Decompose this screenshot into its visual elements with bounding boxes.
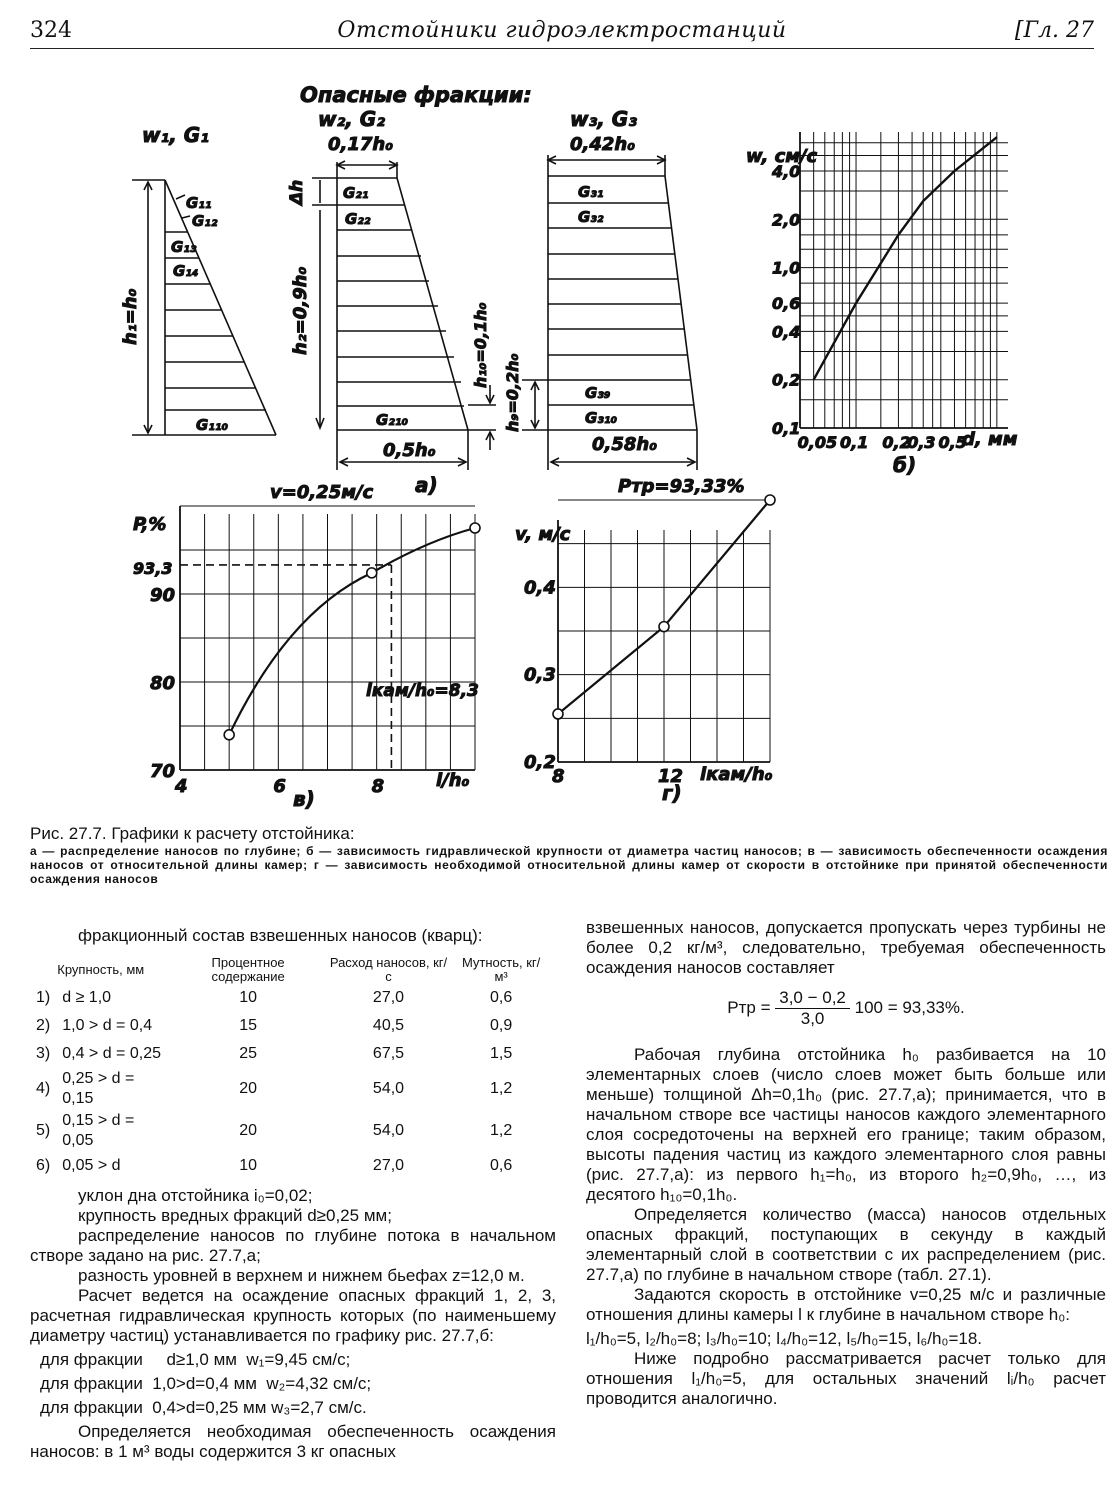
x-tick-label: 0,3 <box>907 433 936 452</box>
table-cell: 2) <box>36 1017 51 1034</box>
table-row <box>30 1068 550 1110</box>
table-cell: 1,0 > d = 0,4 <box>62 1017 153 1034</box>
table-cell: 0,25 > d = 0,15 <box>62 1070 135 1107</box>
paragraph: Ниже подробно рассматривается расчет только для отношения l₁/h₀=5, для остальных значений lᵢ/h₀ расчет проводится аналогично. <box>586 1349 1106 1408</box>
panel-a-label: а) <box>415 473 438 497</box>
table-cell: 54,0 <box>372 1122 405 1139</box>
caption-text: а — распределение наносов по глубине; б — зависимость гидравлической крупности от диаметра частиц наносов; в — зависимость обеспеченности осаждения наносов от относительной длины камер; г — зависимость необходимой относительной длины камер от скорости в отстойнике при принятой обеспеченности осаждения наносов <box>30 844 1108 886</box>
formula-numerator: 3,0 − 0,2 <box>775 988 850 1009</box>
paragraph: уклон дна отстойника i₀=0,02; <box>78 1186 313 1205</box>
fraction-line: для фракции d≥1,0 мм w₁=9,45 см/с; <box>40 1350 351 1369</box>
table-header: Крупность, мм <box>57 962 145 977</box>
data-point <box>659 622 669 632</box>
paragraph: Определяется количество (масса) наносов отдельных опасных фракций, поступающих в секунду в каждый элементарный слой в соответствии с их распределением (рис. 27.7,а) по глубине в начальном створе (табл. 27.1). <box>586 1205 1106 1284</box>
paragraph: крупность вредных фракций d≥0,25 мм; <box>78 1206 392 1225</box>
chart-b <box>771 132 1008 452</box>
fraction-line: для фракции 0,4>d=0,25 мм w₃=2,7 см/с. <box>40 1398 367 1417</box>
table-cell: 27,0 <box>372 989 405 1006</box>
table-row <box>30 1152 550 1180</box>
table-header: Процентное содержание <box>211 955 285 984</box>
chart-g-panel-label: г) <box>662 781 682 805</box>
table-cell: 67,5 <box>372 1045 405 1062</box>
y-tick-label: 0,4 <box>772 322 801 342</box>
col2-layer: G₂₂ <box>345 210 371 228</box>
table-cell: 1) <box>36 989 51 1006</box>
table-intro: фракционный состав взвешенных наносов (кварц): <box>78 926 483 945</box>
x-tick-label: 12 <box>658 766 684 787</box>
figure-27-7 <box>0 60 1112 820</box>
col2-top-width: 0,17h₀ <box>328 134 394 155</box>
chart-v-annotation-line: lкам/h₀=8,3 <box>366 681 479 701</box>
col1-layer: G₁₁₀ <box>196 416 229 434</box>
y-tick-label: 0,6 <box>772 294 801 314</box>
col1-depth-label: h₁=h₀ <box>120 288 141 345</box>
curve-line <box>814 137 997 380</box>
col3-layer: G₃₁ <box>578 183 604 201</box>
table-header: Расход наносов, кг/с <box>329 955 448 984</box>
y-tick-label: 0,2 <box>524 752 556 773</box>
table-cell: 1,2 <box>490 1080 513 1097</box>
data-point <box>470 523 480 533</box>
x-tick-label: 8 <box>371 776 385 797</box>
y-tick-label: 1,0 <box>772 258 801 278</box>
chart-g-annotation-top: Pтр=93,33% <box>618 476 745 497</box>
col3-layer: G₃₂ <box>578 208 604 226</box>
table-cell: 20 <box>239 1080 257 1097</box>
table-cell: 3) <box>36 1045 51 1062</box>
chart-v-xlabel: l/h₀ <box>436 770 470 791</box>
table-cell: 0,6 <box>490 1157 513 1174</box>
col2-layer: G₂₁ <box>343 184 369 202</box>
col1-label: w₁, G₁ <box>142 123 209 147</box>
chart-v <box>150 506 480 797</box>
table-cell: 27,0 <box>372 1157 405 1174</box>
page-number: 324 <box>30 18 72 43</box>
data-point <box>765 495 775 505</box>
chart-b-xlabel: d, мм <box>962 429 1018 450</box>
table-cell: 15 <box>239 1017 257 1034</box>
col3-layer: G₃₉ <box>585 384 611 402</box>
col1-layer: G₁₂ <box>192 212 218 230</box>
table-cell: 1,2 <box>490 1122 513 1139</box>
col1-layer: G₁₃ <box>171 238 197 256</box>
y-tick-label: 90 <box>150 585 176 606</box>
y-tick-label: 80 <box>150 673 176 694</box>
paragraph: распределение наносов по глубине потока в начальном створе задано на рис. 27.7,а; <box>30 1226 556 1265</box>
data-point <box>553 709 563 719</box>
y-tick-label: 0,1 <box>772 419 801 438</box>
col3-depth-label: h₉=0,2h₀ <box>503 353 522 432</box>
table-row <box>30 1012 550 1040</box>
table-cell: 10 <box>239 989 257 1006</box>
table-cell: 0,6 <box>490 989 513 1006</box>
left-column <box>30 926 556 1462</box>
paragraph: Рабочая глубина отстойника h₀ разбивается на 10 элементарных слоев (число слоев может быть больше или меньше) толщиной Δh=0,1h₀ (рис. 27.7,а); принимается, что в начальном створе все частицы наносов каждого элементарного слоя сосредоточены на верхней его границе; таким образом, высоты падения частиц из каждого элементарного слоя равны (рис. 27.7,а): из первого h₁=h₀, из второго h₂=0,9h₀, …, из десятого h₁₀=0,1h₀. <box>586 1045 1106 1204</box>
paragraph: Задаются скорость в отстойнике v=0,25 м/с и различные отношения длины камеры l к глубине в начальном створе h₀: <box>586 1285 1106 1324</box>
table-cell: 6) <box>36 1157 51 1174</box>
y-tick-label: 0,4 <box>524 577 556 599</box>
table-row <box>30 984 550 1012</box>
x-tick-label: 0,5 <box>938 433 967 452</box>
x-tick-label: 6 <box>273 776 286 797</box>
caption-title: Рис. 27.7. Графики к расчету отстойника: <box>30 824 355 843</box>
table-cell: 0,05 > d <box>62 1157 121 1174</box>
table-cell: 5) <box>36 1122 51 1139</box>
chart-v-mark-93: 93,3 <box>133 559 173 578</box>
table-cell: 0,15 > d = 0,05 <box>62 1112 135 1149</box>
formula-rhs: 100 = 93,33%. <box>854 997 965 1017</box>
x-tick-label: 0,05 <box>797 433 838 452</box>
paragraph: разность уровней в верхнем и нижнем бьефах z=12,0 м. <box>78 1266 525 1285</box>
paragraph: l₁/h₀=5, l₂/h₀=8; l₃/h₀=10; l₄/h₀=12, l₅/h₀=15, l₆/h₀=18. <box>586 1329 983 1348</box>
table-cell: 0,4 > d = 0,25 <box>62 1045 161 1062</box>
col1-layer: G₁₄ <box>173 262 199 280</box>
x-tick-label: 0,1 <box>840 433 869 452</box>
col2-depth-label: h₂=0,9h₀ <box>290 266 311 355</box>
formula-denominator: 3,0 <box>800 1009 825 1028</box>
col2-dh-label: Δh <box>287 179 307 205</box>
paragraph: Определяется необходимая обеспеченность осаждения наносов: в 1 м³ воды содержится 3 кг опасных <box>30 1422 556 1461</box>
table-row <box>30 1110 550 1152</box>
chart-g-xlabel: lкам/h₀ <box>700 764 773 785</box>
table-cell: 4) <box>36 1080 51 1097</box>
table-cell: d ≥ 1,0 <box>62 989 112 1006</box>
paragraph: взвешенных наносов, допускается пропускать через турбины не более 0,2 кг/м³, следовательно, требуемая обеспеченность осаждения наносов составляет <box>586 918 1106 977</box>
col3-layer: G₃₁₀ <box>585 409 618 427</box>
chart-b-panel-label: б) <box>893 453 917 477</box>
table-cell: 20 <box>239 1122 257 1139</box>
page-header <box>30 18 1094 49</box>
y-tick-label: 4,0 <box>772 161 801 181</box>
chart-v-annotation-top: v=0,25м/с <box>270 482 374 503</box>
chart-v-panel-label: в) <box>293 787 315 811</box>
chart-g-ylabel: v, м/с <box>515 524 571 545</box>
x-tick-label: 8 <box>552 766 565 787</box>
table-cell: 10 <box>239 1157 257 1174</box>
col3-top-width: 0,42h₀ <box>570 134 636 155</box>
col2-bottom-width: 0,5h₀ <box>383 440 436 461</box>
col1-layer: G₁₁ <box>186 194 212 212</box>
col3-bottom-width: 0,58h₀ <box>592 434 658 455</box>
fraction-table <box>30 956 550 1180</box>
formula-lhs: Pтр = <box>727 997 771 1017</box>
right-column <box>586 918 1106 1409</box>
table-cell: 54,0 <box>372 1080 405 1097</box>
chart-b-ylabel: w, см/с <box>746 146 818 167</box>
col2-h10-label: h₁₀=0,1h₀ <box>471 302 490 388</box>
fraction-line: для фракции 1,0>d=0,4 мм w₂=4,32 см/с; <box>40 1374 372 1393</box>
table-cell: 0,9 <box>490 1017 513 1034</box>
formula-fraction <box>775 988 850 1029</box>
col2-label: w₂, G₂ <box>318 107 385 131</box>
paragraph: Расчет ведется на осаждение опасных фракций 1, 2, 3, расчетная гидравлическая крупность которых (по наименьшему диаметру частиц) устанавливается по графику рис. 27.7,б: <box>30 1286 556 1345</box>
table-row <box>30 1040 550 1068</box>
y-tick-label: 0,3 <box>524 664 556 686</box>
table-cell: 40,5 <box>372 1017 405 1034</box>
formula <box>586 988 1106 1029</box>
y-tick-label: 2,0 <box>772 210 801 230</box>
table-header: Мутность, кг/м³ <box>461 955 541 984</box>
table-cell: 25 <box>239 1045 257 1062</box>
col3-label: w₃, G₃ <box>570 107 637 131</box>
y-tick-label: 0,2 <box>772 370 801 390</box>
x-tick-label: 0,2 <box>882 433 911 452</box>
figure-caption <box>30 824 1108 886</box>
data-point <box>367 568 377 578</box>
data-point <box>224 730 234 740</box>
running-title: Отстойники гидроэлектростанций <box>337 18 787 43</box>
chart-v-ylabel: P,% <box>133 514 167 535</box>
panel-a-title: Опасные фракции: <box>300 83 532 107</box>
col2-layer: G₂₁₀ <box>376 411 409 429</box>
x-tick-label: 4 <box>175 776 188 797</box>
chapter-label: [Гл. 27 <box>1014 18 1094 43</box>
y-tick-label: 70 <box>150 761 176 782</box>
table-cell: 1,5 <box>490 1045 513 1062</box>
